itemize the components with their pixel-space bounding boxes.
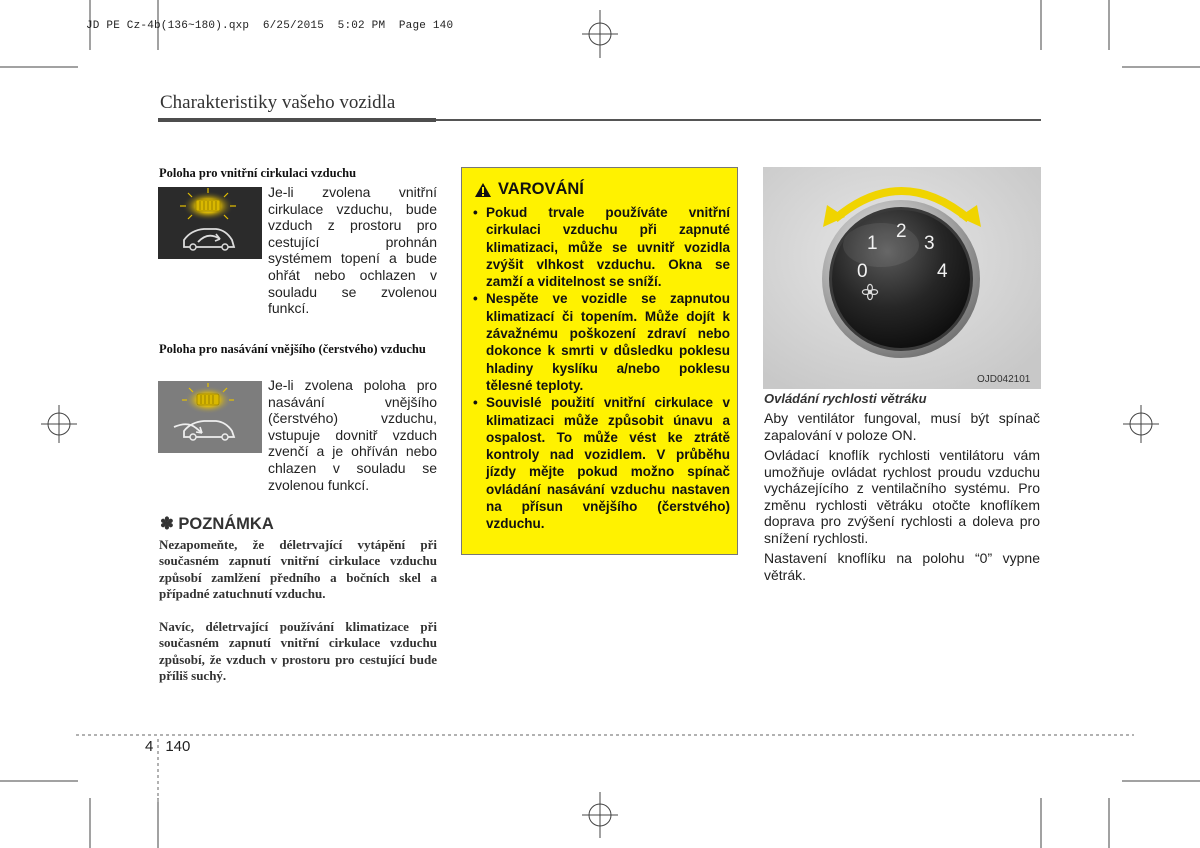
recirc-text: Je-li zvolena vnitřní cirkulace vzduchu, bude vzduch z prostoru pro cestující prohnán systémem topení a bude ohřát nebo ochlazen v souladu se zvolenou funkcí.	[268, 184, 437, 317]
note-title: ✽ POZNÁMKA	[160, 515, 274, 533]
title-rule	[158, 118, 1041, 122]
warning-item: • Nespěte ve vozidle se zapnutou klimatizací či topením. Může dojít k závažnému poškození zdraví nebo dokonce k smrti v důsledku poklesu hladiny kyslíku a/nebo poklesu tělesné teploty.	[472, 290, 730, 394]
knob-number: 4	[937, 261, 948, 282]
image-code: OJD042101	[977, 374, 1031, 385]
fresh-air-icon	[158, 381, 262, 453]
warning-title-text: VAROVÁNÍ	[498, 180, 584, 198]
fresh-heading: Poloha pro nasávání vnějšího (čerstvého) vzduchu	[159, 342, 426, 356]
knob-number: 2	[896, 221, 907, 242]
warning-list	[472, 204, 730, 533]
page-number-value: 140	[165, 738, 191, 755]
image-caption: Ovládání rychlosti větráku	[764, 391, 927, 406]
knob-number: 0	[857, 261, 868, 282]
fan-speed-knob-image	[763, 167, 1041, 389]
warning-item: • Souvislé použití vnitřní cirkulace v klimatizaci může způsobit únavu a ospalost. To může vést ke ztrátě kontroly nad vozidlem. V průběhu jízdy mějte pokud možno spínač ovládání nasávání vzduchu nastaven na přísun vnějšího (čerstvého) vzduchu.	[472, 394, 730, 532]
note-paragraph-2: Navíc, déletrvající používání klimatizace při současném zapnutí vnitřní cirkulace vzduchu způsobí, že vzduch v prostoru pro cestující bude příliš suchý.	[159, 619, 437, 683]
warning-triangle-icon	[474, 182, 492, 198]
print-header: JD PE Cz-4b(136~180).qxp 6/25/2015 5:02 PM Page 140	[86, 20, 454, 32]
right-paragraph-1: Aby ventilátor fungoval, musí být spínač zapalování v poloze ON.	[764, 410, 1040, 443]
fresh-text: Je-li zvolena poloha pro nasávání vnějšího (čerstvého) vzduchu, vstupuje dovnitř vzduch zvenčí a je ohříván nebo chlazen v souladu se zvolenou funkcí.	[268, 377, 437, 493]
right-paragraph-3: Nastavení knoflíku na polohu “0” vypne větrák.	[764, 550, 1040, 583]
knob-number: 1	[867, 233, 878, 254]
section-title: Charakteristiky vašeho vozidla	[160, 92, 396, 113]
chapter-number: 4	[145, 738, 154, 755]
right-paragraph-2: Ovládací knoflík rychlosti ventilátoru vám umožňuje ovládat rychlost proudu vzduchu vycházejícího z ventilačního systému. Pro změnu rychlosti větráku otočte knoflíkem doprava pro zvýšení rychlosti a doleva pro snížení rychlosti.	[764, 447, 1040, 546]
warning-box	[461, 167, 738, 555]
warning-item: • Pokud trvale používáte vnitřní cirkulaci vzduchu při zapnuté klimatizaci, může se uvnitř vozidla zvýšit vlhkost vzduchu. Okna se zamží a viditelnost se sníží.	[472, 204, 730, 290]
warning-title	[474, 180, 584, 199]
recirc-heading: Poloha pro vnitřní cirkulaci vzduchu	[159, 166, 357, 180]
page-number	[145, 738, 191, 755]
note-paragraph-1: Nezapomeňte, že déletrvající vytápění při současném zapnutí vnitřní cirkulace vzduchu způsobí zamlžení předního a bočních skel a případné zatuchnutí vzduchu.	[159, 537, 437, 601]
recirculation-icon	[158, 187, 262, 259]
knob-number: 3	[924, 233, 935, 254]
